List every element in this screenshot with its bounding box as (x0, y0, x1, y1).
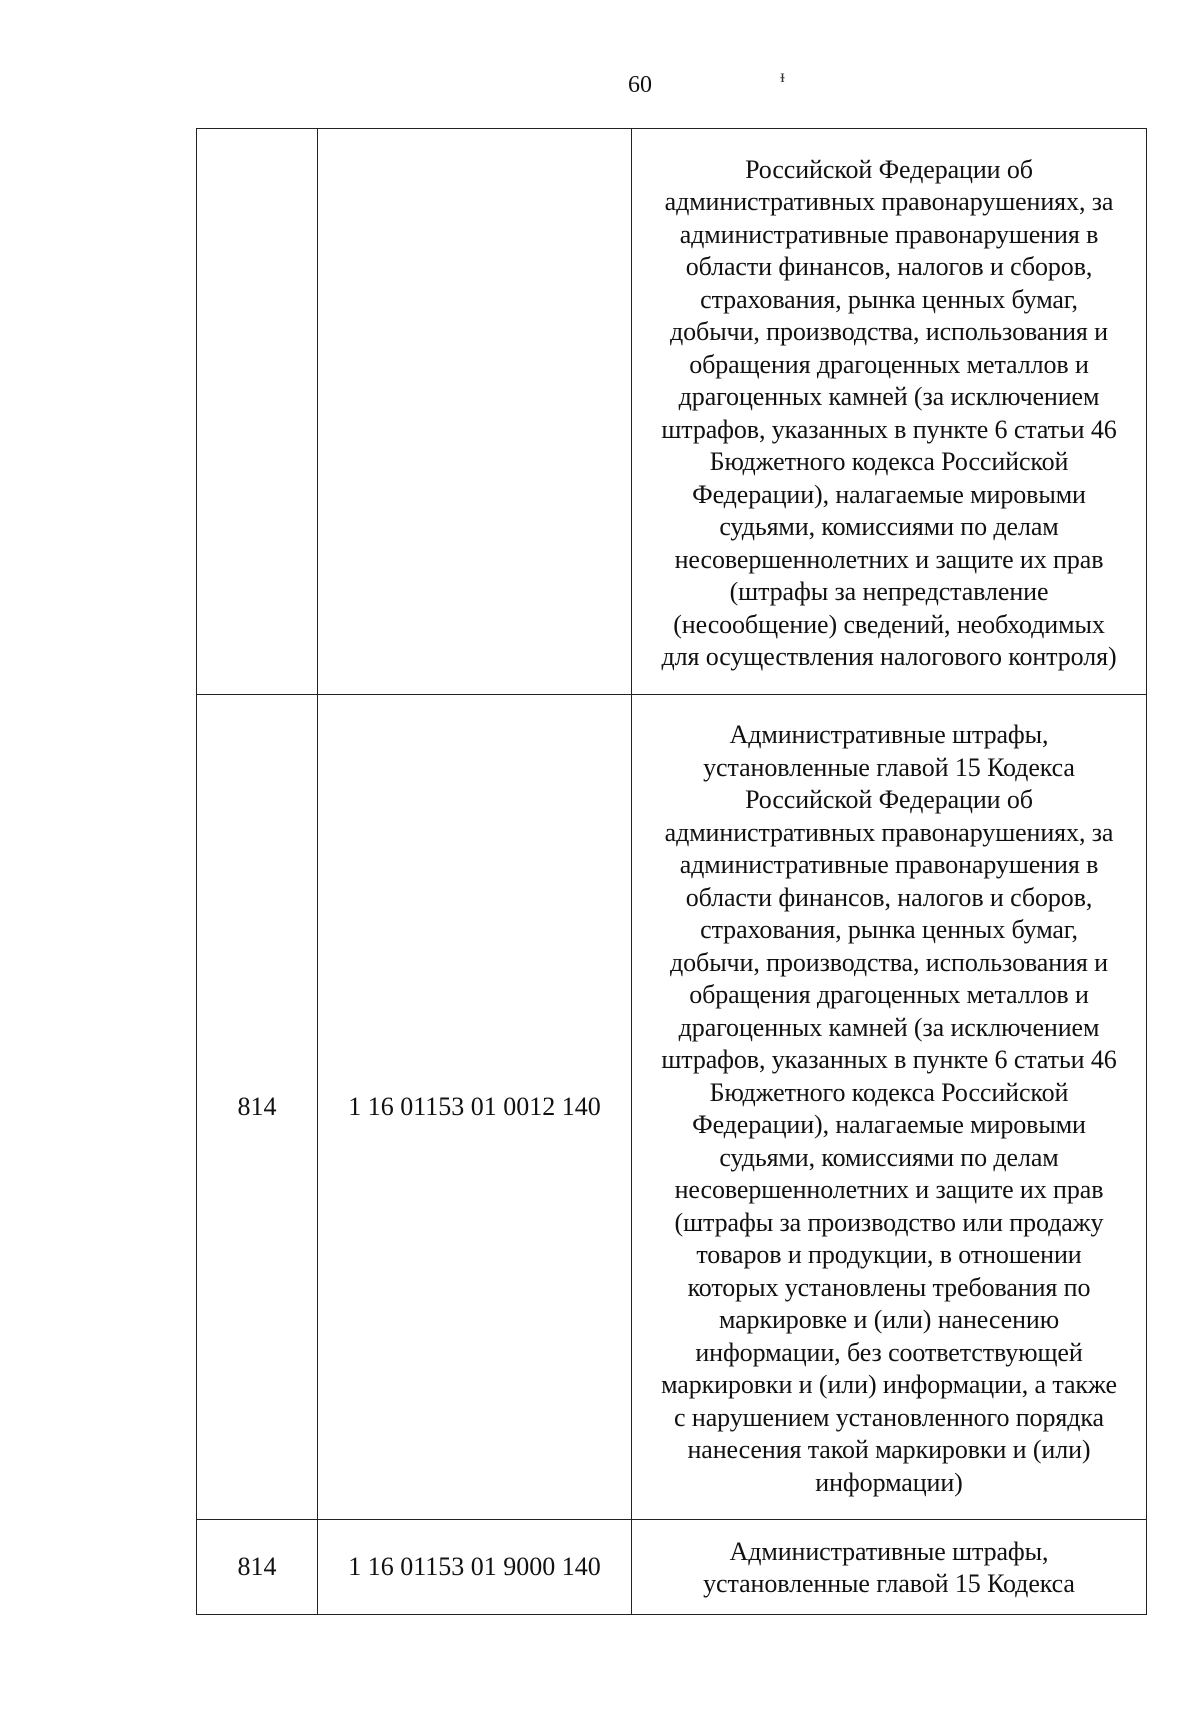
kbk-code-cell: 1 16 01153 01 9000 140 (318, 1520, 632, 1615)
description-cell: Российской Федерации об административных правонарушениях, за административные правонарушения в области финансов, налогов и сборов, страхования, рынка ценных бумаг, добычи, производства, использования и обращения драгоценных металлов и драгоценных камней (за исключением штрафов, указанных в пункте 6 статьи 46 Бюджетного кодекса Российской Федерации), налагаемые мировыми судьями, комиссиями по делам несовершеннолетних и защите их прав (штрафы за непредставление (несообщение) сведений, необходимых для осуществления налогового контроля) (632, 129, 1147, 695)
budget-code-table (196, 128, 1147, 1615)
kbk-code-cell: 1 16 01153 01 0012 140 (318, 695, 632, 1520)
table-row (197, 1520, 1147, 1615)
kbk-code-cell (318, 129, 632, 695)
description-cell: Административные штрафы, установленные главой 15 Кодекса Российской Федерации об административных правонарушениях, за административные правонарушения в области финансов, налогов и сборов, страхования, рынка ценных бумаг, добычи, производства, использования и обращения драгоценных металлов и драгоценных камней (за исключением штрафов, указанных в пункте 6 статьи 46 Бюджетного кодекса Российской Федерации), налагаемые мировыми судьями, комиссиями по делам несовершеннолетних и защите их прав (штрафы за производство или продажу товаров и продукции, в отношении которых установлены требования по маркировке и (или) нанесению информации, без соответствующей маркировки и (или) информации, а также с нарушением установленного порядка нанесения такой маркировки и (или) информации) (632, 695, 1147, 1520)
page-number: 60 (628, 72, 652, 98)
admin-code-cell (197, 129, 318, 695)
table-row (197, 129, 1147, 695)
table-row (197, 695, 1147, 1520)
admin-code-cell: 814 (197, 695, 318, 1520)
description-cell: Административные штрафы, установленные главой 15 Кодекса (632, 1520, 1147, 1615)
scan-artifact-mark: ᵻ (780, 66, 786, 86)
admin-code-cell: 814 (197, 1520, 318, 1615)
